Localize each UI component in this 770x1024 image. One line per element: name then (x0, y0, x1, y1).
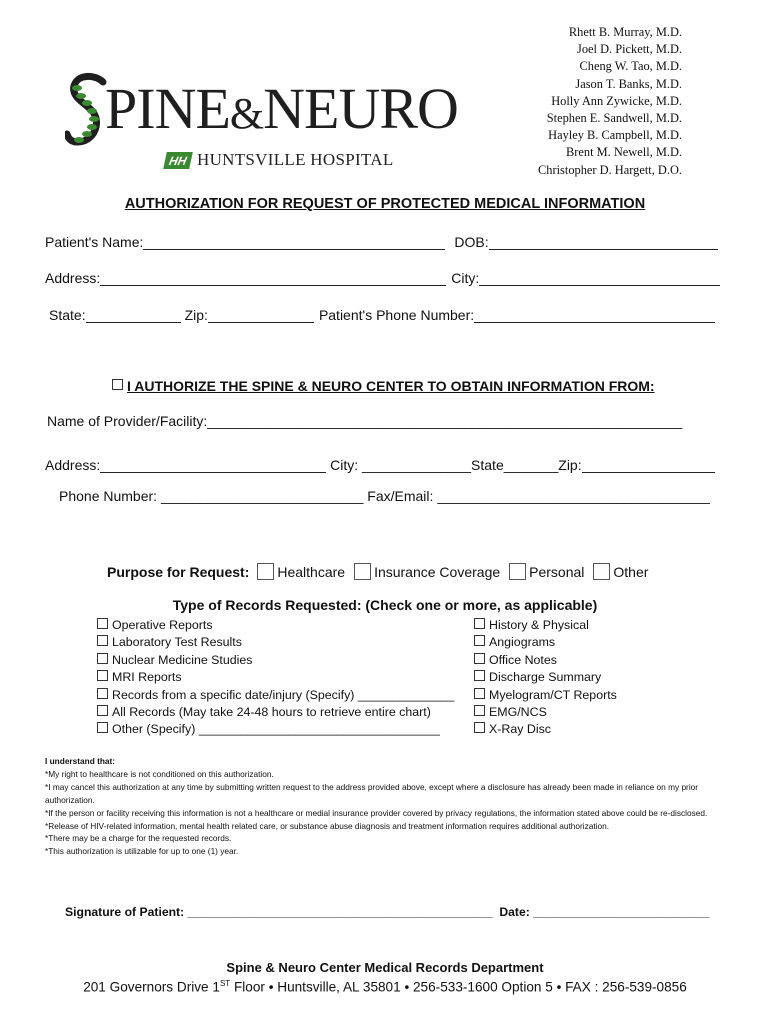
left-record-item (97, 687, 454, 704)
right-record-item (474, 704, 617, 721)
record-label: Discharge Summary (489, 670, 602, 685)
purpose-other-checkbox[interactable] (593, 563, 610, 580)
record-label: History & Physical (489, 618, 589, 632)
understanding-item: *My right to healthcare is not conditioned on this authorization. (45, 768, 274, 779)
physician-name: Stephen E. Sandwell, M.D. (546, 111, 682, 126)
records-left-column (97, 617, 454, 739)
record-label: X-Ray Disc (489, 722, 551, 737)
record-checkbox[interactable] (97, 705, 108, 716)
record-checkbox[interactable] (474, 670, 485, 681)
patient-phone-field[interactable] (474, 308, 715, 323)
right-record-item (474, 721, 617, 738)
understanding-item: *There may be a charge for the requested records. (45, 833, 232, 844)
right-record-item (474, 652, 617, 669)
provider-address-field[interactable] (100, 458, 326, 473)
left-record-item (97, 704, 454, 721)
right-record-item (474, 634, 617, 651)
record-checkbox[interactable] (97, 722, 108, 733)
signature-row: Signature of Patient: _____________________________________________ Date: __________________________ (65, 905, 710, 919)
patient-zip-field[interactable] (208, 308, 314, 323)
record-label: Operative Reports (112, 618, 213, 632)
record-checkbox[interactable] (474, 635, 485, 646)
physician-list (538, 24, 682, 179)
record-label: EMG/NCS (489, 705, 547, 720)
provider-address-row: Address: City: ______________ State _______ Zip: (45, 457, 715, 473)
provider-city-field[interactable]: ______________ (362, 457, 472, 473)
provider-zip-field[interactable] (582, 458, 715, 473)
record-checkbox[interactable] (474, 705, 485, 716)
right-record-item (474, 617, 617, 634)
record-label: Other (Specify) ___________________________________ (112, 722, 440, 737)
record-label: Angiograms (489, 635, 556, 650)
left-record-item (97, 617, 454, 634)
understanding-item: *Release of HIV-related information, mental health related care, or substance abuse diagnosis and treatment information requires additional authorization. (45, 820, 610, 831)
provider-name-field[interactable]: _____________________________________________________________ (207, 413, 683, 429)
provider-state-field[interactable]: _______ (503, 457, 559, 473)
left-record-item (97, 652, 454, 669)
signature-field[interactable]: _____________________________________________ (187, 905, 493, 919)
physician-name: Holly Ann Zywicke, M.D. (551, 93, 682, 108)
understanding-item: *If the person or facility receiving this information is not a healthcare or medial insurance provider covered by privacy regulations, the information stated above could be re-disclosed. (45, 807, 708, 818)
logo-wordmark: PINE&NEURO (105, 76, 458, 141)
patient-city-field[interactable] (479, 271, 720, 286)
spine-neuro-logo (65, 72, 485, 172)
authorize-heading: I AUTHORIZE THE SPINE & NEURO CENTER TO OBTAIN INFORMATION FROM: (112, 378, 655, 394)
left-record-item (97, 634, 454, 651)
physician-name: Brent M. Newell, M.D. (566, 145, 682, 160)
provider-phone-field[interactable]: __________________________ (160, 488, 364, 504)
physician-name: Hayley B. Campbell, M.D. (548, 128, 682, 143)
record-label: Laboratory Test Results (112, 635, 242, 650)
right-record-item (474, 669, 617, 686)
understanding-item: *This authorization is utilizable for up to one (1) year. (45, 846, 239, 857)
signature-date-field[interactable]: __________________________ (533, 905, 710, 919)
patient-state-field[interactable] (86, 308, 181, 323)
purpose-row: Purpose for Request: Healthcare Insurance Coverage Personal Other (107, 563, 649, 580)
physician-name: Joel D. Pickett, M.D. (577, 42, 682, 57)
record-label: Nuclear Medicine Studies (112, 652, 253, 667)
patient-name-row: Patient's Name: DOB: (45, 234, 718, 250)
patient-address-row: Address: City: (45, 270, 720, 286)
purpose-insurance-checkbox[interactable] (354, 563, 371, 580)
records-title: Type of Records Requested: (Check one or more, as applicable) (172, 597, 598, 613)
authorize-checkbox[interactable] (112, 379, 123, 390)
provider-name-row: Name of Provider/Facility: _____________________________________________________________ (47, 413, 683, 429)
purpose-healthcare-checkbox[interactable] (257, 563, 274, 580)
purpose-personal-checkbox[interactable] (509, 563, 526, 580)
record-label: Myelogram/CT Reports (489, 687, 617, 702)
record-checkbox[interactable] (474, 688, 485, 699)
record-checkbox[interactable] (97, 635, 108, 646)
record-checkbox[interactable] (97, 653, 108, 664)
record-checkbox[interactable] (97, 670, 108, 681)
record-checkbox[interactable] (97, 618, 108, 629)
record-label: All Records (May take 24-48 hours to retrieve entire chart) (112, 705, 431, 720)
record-checkbox[interactable] (474, 653, 485, 664)
patient-state-row: State: Zip: Patient's Phone Number: (49, 307, 715, 323)
physician-name: Cheng W. Tao, M.D. (579, 59, 682, 74)
patient-address-field[interactable] (100, 271, 446, 286)
dob-field[interactable] (489, 235, 718, 250)
understanding-section: I understand that: *My right to healthcare is not conditioned on this authorization. *I may cancel this authorization at any time by submitting written request to the address provided above, except where a disclosure has already been made in reliance on my prior authorization. *If the person or facility receiving this information is not a healthcare or medial insurance provider covered by privacy regulations, the information stated above could be re-disclosed. *Release of HIV-related information, mental health related care, or substance abuse diagnosis and treatment information requires additional authorization. *There may be a charge for the requested records. *This authorization is utilizable for up to one (1) year. (45, 755, 735, 858)
physician-name: Jason T. Banks, M.D. (575, 76, 682, 91)
patient-name-field[interactable] (143, 235, 445, 250)
footer-department: Spine & Neuro Center Medical Records Department (226, 960, 544, 975)
record-label: MRI Reports (112, 670, 182, 685)
left-record-item (97, 721, 454, 738)
understanding-item: *I may cancel this authorization at any time by submitting written request to the address provided above, except where a disclosure has already been made in reliance on my prior authorization. (45, 781, 699, 805)
provider-fax-email-field[interactable]: ___________________________________ (437, 488, 710, 504)
form-title: AUTHORIZATION FOR REQUEST OF PROTECTED MEDICAL INFORMATION (124, 196, 646, 212)
physician-name: Rhett B. Murray, M.D. (568, 25, 682, 39)
huntsville-hospital-mark: HH HUNTSVILLE HOSPITAL (165, 151, 394, 169)
left-record-item (97, 669, 454, 686)
physician-name: Christopher D. Hargett, D.O. (538, 162, 682, 177)
record-checkbox[interactable] (474, 722, 485, 733)
record-checkbox[interactable] (474, 618, 485, 629)
provider-contact-row: Phone Number: __________________________ Fax/Email: ___________________________________ (59, 488, 710, 504)
records-right-column (474, 617, 617, 739)
right-record-item (474, 687, 617, 704)
record-checkbox[interactable] (97, 688, 108, 699)
footer-address: 201 Governors Drive 1ST Floor • Huntsville, AL 35801 • 256-533-1600 Option 5 • FAX : 256-539-0856 (83, 979, 687, 995)
record-label: Records from a specific date/injury (Specify) ______________ (112, 687, 455, 702)
record-label: Office Notes (489, 652, 557, 667)
hh-logo-icon: HH (163, 152, 193, 169)
